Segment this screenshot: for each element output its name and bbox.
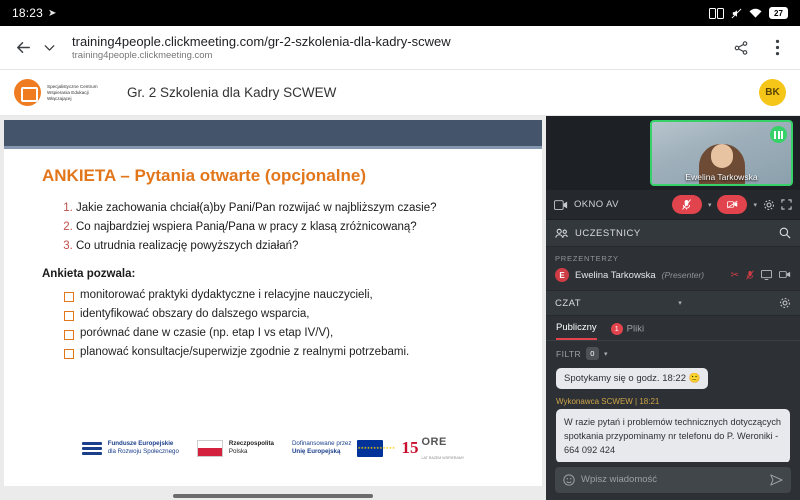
chat-header[interactable] — [546, 290, 800, 316]
logo-line-1: Dofinansowane przez — [291, 440, 352, 447]
eu-flag-icon — [357, 440, 383, 457]
presenters-group-label: PREZENTERZY — [555, 254, 619, 263]
chat-filter[interactable] — [546, 341, 800, 366]
microphone-chevron-down-icon[interactable]: ▾ — [707, 201, 712, 209]
list-item: porównać dane w czasie (np. etap I vs etap IV/V), — [64, 327, 516, 339]
chevron-down-icon[interactable]: ▾ — [603, 350, 608, 358]
chat-composer[interactable] — [546, 462, 800, 500]
search-icon[interactable] — [779, 227, 791, 239]
logo-line-2: dla Rozwoju Społecznego — [107, 448, 179, 455]
tab-publiczny[interactable]: Publiczny — [556, 322, 597, 340]
avatar[interactable]: BK — [759, 79, 786, 106]
slide-question-list — [76, 202, 516, 252]
volume-off-icon — [731, 8, 742, 19]
share-icon[interactable] — [728, 35, 754, 61]
files-count-badge: 1 — [611, 323, 623, 335]
gear-icon[interactable] — [779, 297, 791, 309]
presenter-video-name: Ewelina Tarkowska — [685, 172, 758, 182]
status-clock: 18:23 — [12, 6, 44, 20]
participants-title: UCZESTNICY — [575, 227, 641, 239]
logo-line-1: Rzeczpospolita — [228, 440, 274, 447]
chevron-down-icon[interactable]: ▾ — [678, 300, 682, 307]
microphone-toggle-button[interactable] — [672, 195, 702, 214]
scwew-mark-icon — [14, 79, 41, 106]
list-item: planować konsultacje/superwizje zgodnie z realnymi potrzebami. — [64, 346, 516, 358]
cards-icon — [709, 8, 724, 19]
presenter-role: (Presenter) — [661, 270, 705, 280]
chat-message: Spotykamy się o godz. 18:22 🙂 — [556, 368, 708, 389]
chat-title: CZAT — [555, 297, 582, 309]
video-camera-icon[interactable] — [779, 270, 791, 281]
microphone-muted-icon[interactable] — [746, 270, 754, 281]
presentation-area[interactable] — [0, 116, 546, 500]
av-window-label: OKNO AV — [574, 199, 619, 210]
list-item: 1. Jakie zachowania chciał(a)by Pani/Pan rozwijać w najbliższym czasie? — [76, 202, 516, 214]
list-item: identyfikować obszary do dalszego wsparcia, — [64, 308, 516, 320]
logo-line-1: Fundusze Europejskie — [107, 440, 174, 447]
list-item: monitorować praktyki dydaktyczne i relacyjne nauczycieli, — [64, 289, 516, 301]
tab-pliki-label: Pliki — [626, 323, 645, 334]
location-arrow-icon: ➤ — [48, 7, 57, 19]
logo-line-2: Polska — [228, 448, 248, 455]
logo-line-2: Unię Europejską — [291, 448, 341, 455]
wifi-icon — [749, 8, 762, 19]
send-icon[interactable] — [770, 474, 783, 486]
page-title: Gr. 2 Szkolenia dla Kadry SCWEW — [127, 85, 337, 100]
ore-subtitle: LAT RAZEM WSPIERAMY — [421, 456, 465, 460]
chat-message — [556, 397, 790, 462]
expand-icon[interactable] — [781, 199, 792, 210]
chat-input[interactable] — [581, 474, 764, 485]
ore-anniversary-number: 15 — [401, 438, 419, 457]
camera-chevron-down-icon[interactable]: ▾ — [753, 201, 757, 209]
slide-header-band — [4, 120, 542, 146]
meeting-panel — [546, 116, 800, 500]
slide-lead-text: Ankieta pozwala: — [42, 268, 136, 280]
url-text: training4people.clickmeeting.com/gr-2-szkolenia-dla-kadry-scwew — [72, 34, 451, 49]
scwew-logo — [14, 79, 109, 106]
ore-abbr: ORE — [421, 436, 447, 448]
battery-indicator: 27 — [769, 7, 788, 19]
tab-pliki[interactable] — [611, 323, 644, 340]
eu-bars-icon — [82, 442, 102, 455]
list-item: 3. Co utrudnia realizację powyższych działań? — [76, 240, 516, 252]
av-window[interactable] — [546, 116, 800, 190]
slide-title: ANKIETA – Pytania otwarte (opcjonalne) — [42, 166, 366, 185]
back-arrow-icon[interactable] — [10, 35, 36, 61]
participants-icon — [555, 228, 568, 239]
browser-toolbar — [0, 26, 800, 70]
list-item[interactable] — [546, 266, 800, 290]
slide — [4, 120, 542, 486]
chat-tabs — [546, 316, 800, 341]
presenter-face — [711, 144, 733, 168]
slide-bullet-list — [64, 289, 516, 358]
chat-message-list[interactable] — [546, 366, 800, 462]
audio-level-icon — [770, 126, 787, 143]
address-bar[interactable] — [62, 34, 728, 61]
participants-header[interactable] — [546, 220, 800, 247]
slide-footer-logos — [4, 434, 542, 462]
app-header — [0, 70, 800, 116]
chat-message-text: W razie pytań i problemów technicznych dotyczących spotkania przypominamy nr telefonu do P. Weroniki - 664 092 424 — [556, 409, 790, 462]
scissors-icon[interactable]: ✂ — [730, 269, 739, 281]
list-item: 2. Co najbardziej wspiera Panią/Pana w pracy z klasą zróżnicowaną? — [76, 221, 516, 233]
scwew-logo-text: Specjalistyczne Centrum Wspierania Edukacji Włączającej — [47, 83, 98, 101]
overflow-menu-icon[interactable] — [764, 35, 790, 61]
android-home-indicator — [173, 494, 373, 498]
av-toolbar — [546, 190, 800, 220]
android-status-bar — [0, 0, 800, 26]
ore-logo — [401, 434, 464, 462]
presenter-initial-avatar: E — [555, 268, 569, 282]
filter-count-badge: 0 — [586, 347, 599, 360]
gear-icon[interactable] — [763, 199, 775, 211]
video-camera-icon[interactable] — [554, 200, 568, 210]
meeting-content — [0, 116, 800, 500]
dofinansowane-przez-ue-logo — [292, 440, 384, 457]
camera-toggle-button[interactable] — [717, 195, 747, 214]
poland-flag-icon — [197, 440, 223, 457]
chevron-down-icon[interactable] — [36, 35, 62, 61]
emoji-icon[interactable] — [563, 474, 575, 486]
url-domain: training4people.clickmeeting.com — [72, 50, 213, 61]
fundusze-europejskie-logo — [82, 440, 179, 456]
presenter-video-tile[interactable] — [650, 120, 793, 186]
rzeczpospolita-polska-logo — [197, 440, 274, 457]
monitor-icon[interactable] — [761, 270, 772, 281]
presenter-name: Ewelina Tarkowska — [575, 269, 656, 281]
filter-label: FILTR — [556, 348, 581, 359]
chat-message-meta: Wykonawca SCWEW | 18:21 — [556, 397, 660, 406]
